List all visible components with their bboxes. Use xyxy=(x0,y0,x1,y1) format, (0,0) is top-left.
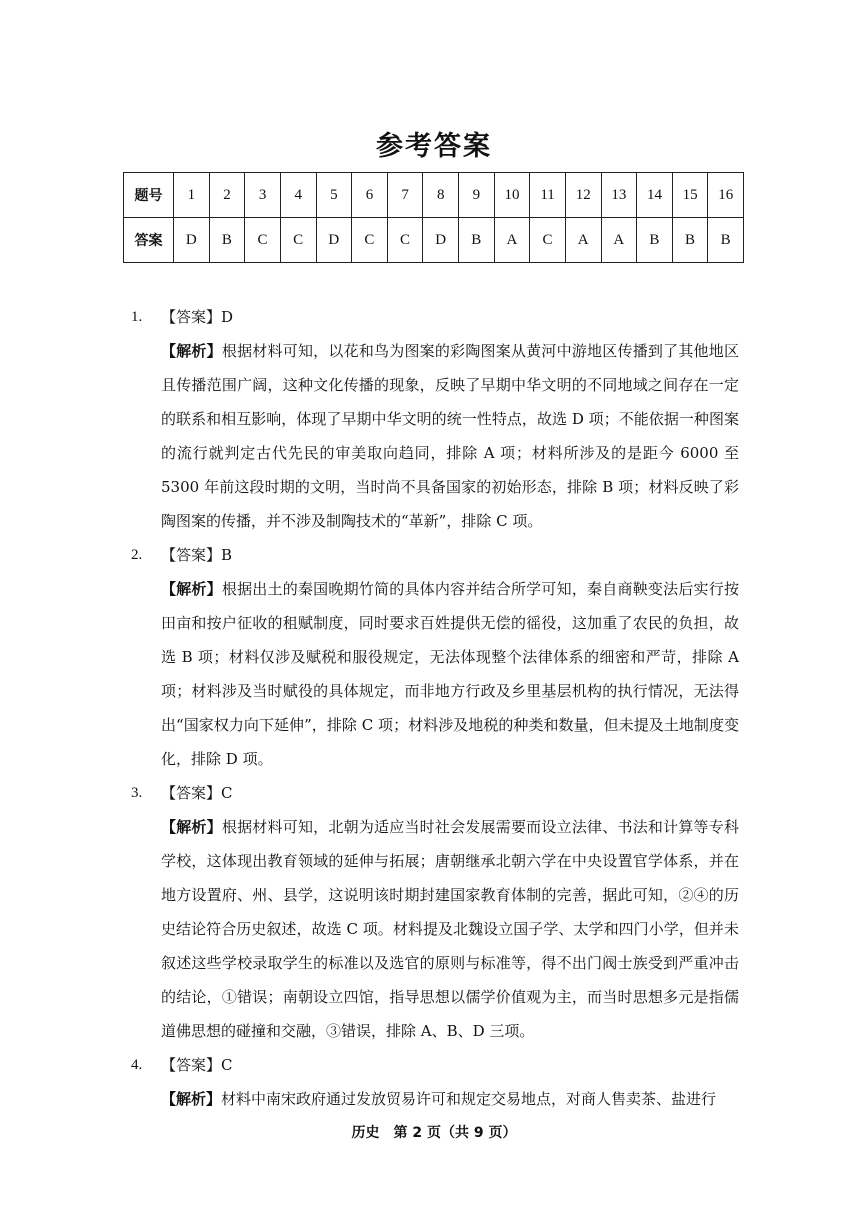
explanation-label: 【解析】 xyxy=(161,1090,222,1108)
question-number: 4. xyxy=(131,1057,143,1073)
table-cell: C xyxy=(530,218,566,263)
table-cell: 1 xyxy=(174,173,210,218)
table-cell: 7 xyxy=(387,173,423,218)
row-header-numbers: 题号 xyxy=(124,173,174,218)
question-head xyxy=(131,300,739,334)
answer-label: 【答案】C xyxy=(161,784,233,802)
question-head xyxy=(131,538,739,572)
answer-label: 【答案】C xyxy=(161,1056,233,1074)
table-cell: 3 xyxy=(245,173,281,218)
question-number: 3. xyxy=(131,785,143,801)
table-cell: 9 xyxy=(459,173,495,218)
table-cell: A xyxy=(565,218,601,263)
explanation-text xyxy=(131,572,739,776)
table-cell: B xyxy=(209,218,245,263)
page-title: 参考答案 xyxy=(376,131,492,162)
explanation-label: 【解析】 xyxy=(161,342,222,360)
answer-explanations xyxy=(131,300,739,1116)
explanation-body: 材料中南宋政府通过发放贸易许可和规定交易地点，对商人售卖茶、盐进行 xyxy=(221,1090,717,1108)
explanation-text xyxy=(131,810,739,1048)
table-cell: 16 xyxy=(708,173,744,218)
explanation-text xyxy=(131,334,739,538)
table-cell: C xyxy=(387,218,423,263)
table-cell: 8 xyxy=(423,173,459,218)
table-cell: 10 xyxy=(494,173,530,218)
answer-label: 【答案】B xyxy=(161,546,233,564)
question-block-3 xyxy=(131,776,739,1048)
table-cell: 12 xyxy=(565,173,601,218)
table-cell: 13 xyxy=(601,173,637,218)
table-cell: D xyxy=(316,218,352,263)
table-cell: D xyxy=(423,218,459,263)
question-block-2 xyxy=(131,538,739,776)
table-cell: 4 xyxy=(280,173,316,218)
row-header-answers: 答案 xyxy=(124,218,174,263)
explanation-label: 【解析】 xyxy=(161,818,222,836)
table-row-answers xyxy=(124,218,744,263)
table-cell: C xyxy=(245,218,281,263)
table-cell: A xyxy=(494,218,530,263)
table-cell: 11 xyxy=(530,173,566,218)
table-cell: 14 xyxy=(637,173,673,218)
table-cell: 2 xyxy=(209,173,245,218)
table-cell: 5 xyxy=(316,173,352,218)
table-cell: 6 xyxy=(352,173,388,218)
explanation-body: 根据出土的秦国晚期竹简的具体内容并结合所学可知，秦自商鞅变法后实行按田亩和按户征收的租赋制度，同时要求百姓提供无偿的徭役，这加重了农民的负担，故选 B 项；材料仅涉及赋税和服役规定，无法体现整个法律体系的细密和严苛，排除 A 项；材料涉及当时赋役的具体规定，而非地方行政及乡里基层机构的执行情况，无法得出“国家权力向下延伸”，排除 C 项；材料涉及地税的种类和数量，但未提及土地制度变化，排除 D 项。 xyxy=(161,580,739,768)
table-cell: B xyxy=(637,218,673,263)
answer-table xyxy=(123,172,744,263)
question-head xyxy=(131,776,739,810)
explanation-body: 根据材料可知，北朝为适应当时社会发展需要而设立法律、书法和计算等专科学校，这体现出教育领域的延伸与拓展；唐朝继承北朝六学在中央设置官学体系，并在地方设置府、州、县学，这说明该时期封建国家教育体制的完善，据此可知，②④的历史结论符合历史叙述，故选 C 项。材料提及北魏设立国子学、太学和四门小学，但并未叙述这些学校录取学生的标准以及选官的原则与标准等，得不出门阀士族受到严重冲击的结论，①错误；南朝设立四馆，指导思想以儒学价值观为主，而当时思想多元是指儒道佛思想的碰撞和交融，③错误，排除 A、B、D 三项。 xyxy=(161,818,739,1040)
question-number: 1. xyxy=(131,309,143,325)
answer-label: 【答案】D xyxy=(161,308,234,326)
question-block-1 xyxy=(131,300,739,538)
question-head xyxy=(131,1048,739,1082)
table-cell: B xyxy=(459,218,495,263)
table-cell: A xyxy=(601,218,637,263)
explanation-text xyxy=(131,1082,739,1116)
explanation-body: 根据材料可知，以花和鸟为图案的彩陶图案从黄河中游地区传播到了其他地区且传播范围广阔，这种文化传播的现象，反映了早期中华文明的不同地域之间存在一定的联系和相互影响，体现了早期中华文明的统一性特点，故选 D 项；不能依据一种图案的流行就判定古代先民的审美取向趋同，排除 A 项；材料所涉及的是距今 6000 至 5300 年前这段时期的文明，当时尚不具备国家的初始形态，排除 B 项；材料反映了彩陶图案的传播，并不涉及制陶技术的“革新”，排除 C 项。 xyxy=(161,342,739,530)
table-cell: C xyxy=(352,218,388,263)
question-block-4 xyxy=(131,1048,739,1116)
table-cell: B xyxy=(672,218,708,263)
question-number: 2. xyxy=(131,547,143,563)
table-row-numbers xyxy=(124,173,744,218)
explanation-label: 【解析】 xyxy=(161,580,222,598)
table-cell: 15 xyxy=(672,173,708,218)
table-cell: C xyxy=(280,218,316,263)
page-footer: 历史 第 2 页（共 9 页） xyxy=(351,1125,517,1141)
table-cell: D xyxy=(174,218,210,263)
table-cell: B xyxy=(708,218,744,263)
